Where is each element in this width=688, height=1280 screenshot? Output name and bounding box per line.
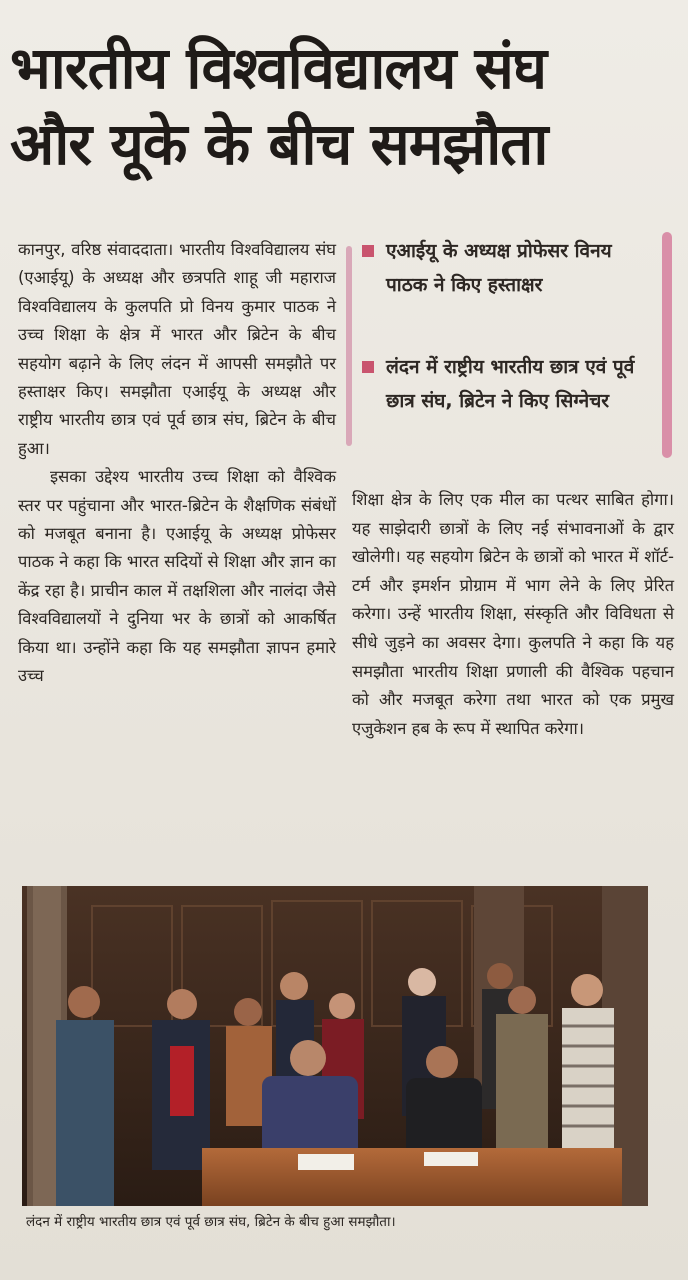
highlights-box — [346, 232, 676, 460]
highlight-bar-left — [346, 246, 352, 446]
photo-caption: लंदन में राष्ट्रीय भारतीय छात्र एवं पूर्व छात्र संघ, ब्रिटेन के बीच हुआ समझौता। — [26, 1214, 396, 1230]
signing-ceremony-image — [22, 886, 648, 1206]
headline-line-1: भारतीय विश्वविद्यालय संघ — [10, 34, 547, 102]
highlight-item — [364, 234, 654, 302]
highlight-bar-right — [662, 232, 672, 458]
highlight-text: लंदन में राष्ट्रीय भारतीय छात्र एवं पूर्व छात्र संघ, ब्रिटेन ने किए सिग्नेचर — [386, 356, 635, 412]
highlight-item — [364, 350, 654, 418]
article-paragraph-2: इसका उद्देश्य भारतीय उच्च शिक्षा को वैश्विक स्तर पर पहुंचाना और भारत-ब्रिटेन के शैक्षणिक संबंधों को मजबूत बनाना है। एआईयू के अध्यक्ष प्रोफेसर पाठक ने कहा कि भारत सदियों से शिक्षा और ज्ञान का केंद्र रहा है। प्राचीन काल में तक्षशिला और नालंदा जैसे विश्वविद्यालयों ने दुनिया भर के छात्रों को आकर्षित किया था। उन्होंने कहा कि यह समझौता ज्ञापन हमारे उच्च — [18, 467, 336, 686]
article-left-column — [18, 236, 336, 691]
headline — [10, 30, 670, 182]
article-paragraph-3: शिक्षा क्षेत्र के लिए एक मील का पत्थर साबित होगा। यह साझेदारी छात्रों के लिए नई संभावनाओं के द्वार खोलेगी। यह सहयोग ब्रिटेन के छात्रों को भारत में शॉर्ट-टर्म और इमर्शन प्रोग्राम में भाग लेने के लिए प्रेरित करेगा। उन्हें भारतीय शिक्षा, संस्कृति और विविधता से सीधे जुड़ने का अवसर देगा। कुलपति ने कहा कि यह समझौता भारतीय शिक्षा प्रणाली की वैश्विक पहचान को और मजबूत करेगा तथा भारत को एक प्रमुख एजुकेशन हब के रूप में स्थापित करेगा। — [352, 490, 674, 738]
square-bullet-icon — [362, 361, 374, 373]
article-right-column — [352, 486, 674, 743]
highlight-text: एआईयू के अध्यक्ष प्रोफेसर विनय पाठक ने किए हस्ताक्षर — [386, 240, 612, 296]
news-photo — [22, 886, 648, 1206]
square-bullet-icon — [362, 245, 374, 257]
article-paragraph-1: कानपुर, वरिष्ठ संवाददाता। भारतीय विश्वविद्यालय संघ (एआईयू) के अध्यक्ष और छत्रपति शाहू जी महाराज विश्वविद्यालय के कुलपति प्रो विनय कुमार पाठक ने उच्च शिक्षा के क्षेत्र में भारत और ब्रिटेन के बीच सहयोग बढ़ाने के लिए लंदन में आपसी समझौते पर हस्ताक्षर किए। समझौता एआईयू के अध्यक्ष और राष्ट्रीय भारतीय छात्र एवं पूर्व छात्र संघ, ब्रिटेन के बीच हुआ। — [18, 240, 336, 458]
headline-line-2: और यूके के बीच समझौता — [10, 110, 548, 178]
